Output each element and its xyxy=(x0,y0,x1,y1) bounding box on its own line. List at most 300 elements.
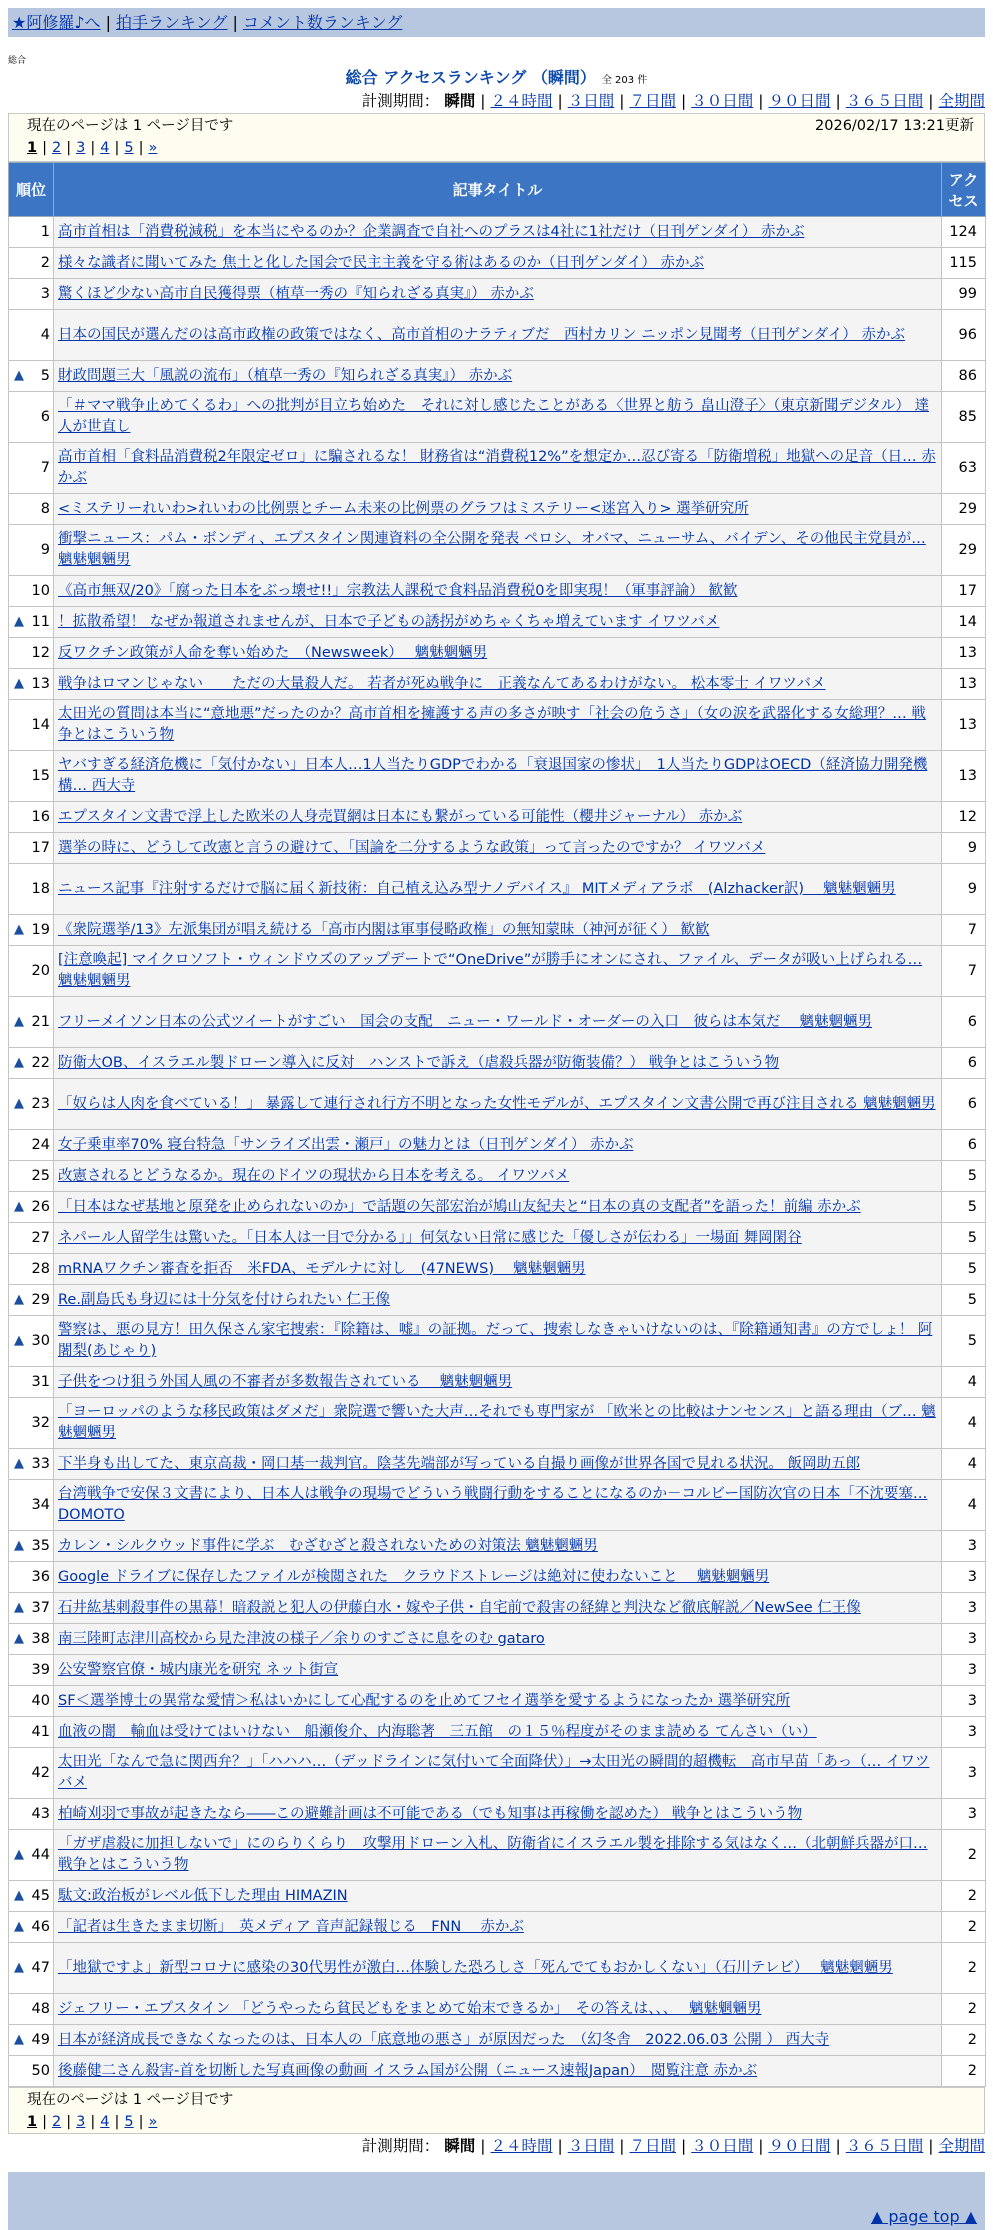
period-link-365d[interactable]: ３６５日間 xyxy=(845,2137,924,2155)
article-title-link[interactable]: 子供をつけ狙う外国人風の不審者が多数報告されている 魑魅魍魎男 xyxy=(58,1373,513,1390)
rank-cell xyxy=(9,2025,54,2056)
pager-link-page[interactable]: 4 xyxy=(100,2114,110,2130)
table-row xyxy=(9,1079,986,1130)
article-title-link[interactable]: 後藤健二さん殺害-首を切断した写真画像の動画 イスラム国が公開（ニュース速報Japan） 閲覧注意 赤かぶ xyxy=(58,2062,758,2079)
rank-number: 16 xyxy=(31,809,50,825)
access-count: 17 xyxy=(942,576,986,607)
access-count: 115 xyxy=(942,248,986,279)
rank-number: 9 xyxy=(40,542,50,558)
title-cell xyxy=(54,1686,942,1717)
access-count: 4 xyxy=(942,1480,986,1531)
access-count: 3 xyxy=(942,1593,986,1624)
rank-up-arrow-icon: ▲ xyxy=(14,1600,24,1615)
table-row xyxy=(9,1624,986,1655)
table-row xyxy=(9,833,986,864)
access-count: 6 xyxy=(942,1079,986,1130)
rank-cell xyxy=(9,802,54,833)
rank-up-arrow-icon: ▲ xyxy=(14,1919,24,1934)
rank-up-arrow-icon: ▲ xyxy=(14,1292,24,1307)
pager-next-link[interactable]: » xyxy=(148,2114,158,2130)
rank-number: 36 xyxy=(31,1569,50,1585)
rank-cell xyxy=(9,1912,54,1943)
title-cell xyxy=(54,1881,942,1912)
updated-timestamp: 2026/02/17 13:21更新 xyxy=(815,118,974,134)
table-row xyxy=(9,1943,986,1994)
rank-number: 7 xyxy=(40,460,50,476)
article-title-link[interactable]: ヤバすぎる経済危機に「気付かない」日本人…1人当たりGDPでわかる「衰退国家の惨状」 1人当たりGDPはOECD（経済協力開発機構… 西大寺 xyxy=(58,757,928,794)
article-title-link[interactable]: エプスタイン文書で浮上した欧米の人身売買網は日本にも繋がっている可能性（櫻井ジャーナル） 赤かぶ xyxy=(58,808,743,825)
rank-up-arrow-icon: ▲ xyxy=(14,1960,24,1975)
rank-number: 11 xyxy=(31,614,50,630)
rank-number: 42 xyxy=(31,1765,50,1781)
title-cell xyxy=(54,1316,942,1367)
rank-cell xyxy=(9,217,54,248)
article-title-link[interactable]: 太田光の質問は本当に“意地悪”だったのか？高市首相を擁護する声の多さが映す「社会の危うさ」（女の涙を武器化する女総理？… 戦争とはこういう物 xyxy=(58,706,926,743)
rank-number: 19 xyxy=(31,922,50,938)
top-nav-bar xyxy=(8,8,985,37)
rank-number: 3 xyxy=(40,286,50,302)
rank-cell xyxy=(9,1449,54,1480)
rank-number: 49 xyxy=(31,2032,50,2048)
rank-number: 45 xyxy=(31,1888,50,1904)
title-cell xyxy=(54,864,942,915)
table-row xyxy=(9,361,986,392)
access-count: 5 xyxy=(942,1223,986,1254)
period-label: 計測期間： xyxy=(361,2137,440,2155)
article-title-link[interactable]: 衝撃ニュース：パム・ボンディ、エプスタイン関連資料の全公開を発表 ペロシ、オバマ、ニューサム、バイデン、その他民主党員が… 魑魅魍魎男 xyxy=(58,531,926,568)
article-title-link[interactable]: 血液の闇 輸血は受けてはいけない 船瀬俊介、内海聡著 三五館 の１５％程度がそのまま読める てんさい（い） xyxy=(58,1723,817,1740)
rank-up-arrow-icon: ▲ xyxy=(14,1014,24,1029)
table-row xyxy=(9,1830,986,1881)
pager-bottom: 現在のページは 1 ページ目です 1 | 2 | 3 | 4 | 5 | » xyxy=(8,2087,985,2134)
rank-cell xyxy=(9,700,54,751)
table-row xyxy=(9,638,986,669)
table-row xyxy=(9,1130,986,1161)
period-link-90d[interactable]: ９０日間 xyxy=(768,2137,831,2155)
rank-up-arrow-icon: ▲ xyxy=(14,1096,24,1111)
title-cell xyxy=(54,217,942,248)
access-count: 4 xyxy=(942,1398,986,1449)
rank-number: 12 xyxy=(31,645,50,661)
nav-asyura-home-link[interactable]: ★阿修羅♪へ xyxy=(12,13,101,32)
pager-link-page[interactable]: 2 xyxy=(51,140,62,156)
table-row xyxy=(9,751,986,802)
table-row xyxy=(9,997,986,1048)
title-cell xyxy=(54,1079,942,1130)
period-link-24h[interactable]: ２４時間 xyxy=(490,2137,553,2155)
rank-number: 14 xyxy=(31,717,50,733)
article-title-link[interactable]: カレン・シルクウッド事件に学ぶ むざむざと殺されないための対策法 魑魅魍魎男 xyxy=(58,1537,598,1554)
article-title-link[interactable]: 「日本はなぜ基地と原発を止められないのか」で話題の矢部宏治が鳩山友紀夫と“日本の真の支配者”を語った！前編 赤かぶ xyxy=(58,1198,861,1215)
rank-cell xyxy=(9,833,54,864)
access-count: 124 xyxy=(942,217,986,248)
access-column-header: アクセス xyxy=(942,163,986,217)
table-row xyxy=(9,1480,986,1531)
rank-column-header: 順位 xyxy=(9,163,54,217)
rank-number: 35 xyxy=(31,1538,50,1554)
rank-number: 41 xyxy=(31,1724,50,1740)
table-row xyxy=(9,802,986,833)
table-row xyxy=(9,310,986,361)
table-row xyxy=(9,1593,986,1624)
access-count: 2 xyxy=(942,2056,986,2087)
article-title-link[interactable]: ジェフリー・エプスタイン 「どうやったら貧民どもをまとめて始末できるか」 その答えは、、、 魑魅魍魎男 xyxy=(58,2000,762,2017)
rank-number: 37 xyxy=(31,1600,50,1616)
article-title-link[interactable]: 高市首相は「消費税減税」を本当にやるのか？企業調査で自社へのプラスは4社に1社だけ（日刊ゲンダイ） 赤かぶ xyxy=(58,223,805,240)
title-cell xyxy=(54,638,942,669)
rank-cell xyxy=(9,1480,54,1531)
rank-cell xyxy=(9,1624,54,1655)
rank-cell xyxy=(9,1994,54,2025)
title-cell xyxy=(54,1254,942,1285)
rank-cell xyxy=(9,1130,54,1161)
page-title: 総合 アクセスランキング （瞬間） xyxy=(345,68,596,87)
title-cell xyxy=(54,997,942,1048)
article-title-link[interactable]: 《衆院選挙/13》左派集団が唱え続ける「高市内閣は軍事侵略政権」の無知蒙昧（神河が征く） 歓歓 xyxy=(58,921,710,938)
rank-number: 15 xyxy=(31,768,50,784)
rank-cell xyxy=(9,1161,54,1192)
access-count: 3 xyxy=(942,1748,986,1799)
access-count: 7 xyxy=(942,946,986,997)
table-row xyxy=(9,1048,986,1079)
access-count: 29 xyxy=(942,525,986,576)
title-cell xyxy=(54,1449,942,1480)
title-cell xyxy=(54,279,942,310)
title-cell xyxy=(54,915,942,946)
article-title-link[interactable]: 女子乗車率70% 寝台特急「サンライズ出雲・瀬戸」の魅力とは（日刊ゲンダイ） 赤かぶ xyxy=(58,1136,634,1153)
table-row xyxy=(9,1655,986,1686)
title-cell xyxy=(54,1398,942,1449)
rank-up-arrow-icon: ▲ xyxy=(14,922,24,937)
access-count: 63 xyxy=(942,443,986,494)
rank-number: 22 xyxy=(31,1055,50,1071)
pager-link-page[interactable]: 4 xyxy=(100,140,110,156)
title-cell xyxy=(54,443,942,494)
table-row xyxy=(9,2025,986,2056)
rank-cell xyxy=(9,576,54,607)
article-title-link[interactable]: 「ヨーロッパのような移民政策はダメだ」衆院選で響いた大声…それでも専門家が 「欧米との比較はナンセンス」と語る理由（ブ… 魑魅魍魎男 xyxy=(58,1404,936,1441)
rank-cell xyxy=(9,864,54,915)
rank-cell xyxy=(9,638,54,669)
article-title-link[interactable]: 高市首相「食料品消費税2年限定ゼロ」に騙されるな！ 財務省は“消費税12%”を想定か…忍び寄る「防衛増税」地獄への足音（日… 赤かぶ xyxy=(58,449,936,486)
access-count: 9 xyxy=(942,864,986,915)
table-row xyxy=(9,700,986,751)
article-title-link[interactable]: 「奴らは人肉を食べている！」 暴露して連行され行方不明となった女性モデルが、エプスタイン文書公開で再び注目される 魑魅魍魎男 xyxy=(58,1095,936,1112)
period-label: 計測期間： xyxy=(361,92,440,110)
rank-up-arrow-icon: ▲ xyxy=(14,368,24,383)
rank-cell xyxy=(9,1079,54,1130)
rank-number: 33 xyxy=(31,1456,50,1472)
title-cell xyxy=(54,1130,942,1161)
table-row xyxy=(9,1367,986,1398)
article-title-link[interactable]: ！拡散希望！ なぜか報道されませんが、日本で子どもの誘拐がめちゃくちゃ増えています イワツバメ xyxy=(58,613,720,630)
rank-cell xyxy=(9,392,54,443)
rank-cell xyxy=(9,607,54,638)
article-title-link[interactable]: 下半身も出してた、東京高裁・岡口基一裁判官。陰茎先端部が写っている自撮り画像が世界各国で見れる状況。 飯岡助五郎 xyxy=(58,1455,861,1472)
table-row xyxy=(9,1531,986,1562)
access-count: 2 xyxy=(942,1830,986,1881)
pager-link-page[interactable]: 2 xyxy=(51,2114,62,2130)
rank-cell xyxy=(9,751,54,802)
access-count: 3 xyxy=(942,1717,986,1748)
pager-link-page[interactable]: 3 xyxy=(76,140,86,156)
nav-separator: | xyxy=(232,13,238,32)
title-cell xyxy=(54,1480,942,1531)
rank-cell xyxy=(9,494,54,525)
title-cell xyxy=(54,310,942,361)
access-count: 3 xyxy=(942,1624,986,1655)
category-label: 総合 xyxy=(8,56,27,66)
rank-number: 43 xyxy=(31,1806,50,1822)
pager-current-page: 1 xyxy=(27,140,38,156)
nav-applause-ranking-link[interactable]: 拍手ランキング xyxy=(115,13,228,32)
article-title-link[interactable]: Google ドライブに保存したファイルが検閲された クラウドストレージは絶対に使わないこと 魑魅魍魎男 xyxy=(58,1568,770,1585)
title-cell xyxy=(54,494,942,525)
rank-number: 2 xyxy=(40,255,50,271)
nav-comment-ranking-link[interactable]: コメント数ランキング xyxy=(242,13,403,32)
rank-cell xyxy=(9,1048,54,1079)
rank-number: 6 xyxy=(40,409,50,425)
article-title-link[interactable]: mRNAワクチン審査を拒否 米FDA、モデルナに対し (47NEWS) 魑魅魍魎男 xyxy=(58,1260,586,1277)
article-title-link[interactable]: 「記者は生きたまま切断」 英メディア 音声記録報じる FNN 赤かぶ xyxy=(58,1918,524,1935)
article-title-link[interactable]: [注意喚起] マイクロソフト・ウィンドウズのアップデートで“OneDrive”が勝手にオンにされ、ファイル、データが吸い上げられる… 魑魅魍魎男 xyxy=(58,952,923,989)
article-title-link[interactable]: Re.副島氏も身辺には十分気を付けられたい 仁王像 xyxy=(58,1291,391,1308)
rank-up-arrow-icon: ▲ xyxy=(14,1538,24,1553)
title-cell xyxy=(54,1994,942,2025)
access-count: 3 xyxy=(942,1799,986,1830)
table-row xyxy=(9,1686,986,1717)
rank-number: 40 xyxy=(31,1693,50,1709)
article-title-link[interactable]: 《高市無双/20》「腐った日本をぶっ壊せ!!」宗教法人課税で食料品消費税0を即実現！（軍事評論） 歓歓 xyxy=(58,582,738,599)
rank-number: 26 xyxy=(31,1199,50,1215)
table-row xyxy=(9,1912,986,1943)
table-row xyxy=(9,1254,986,1285)
rank-cell xyxy=(9,1254,54,1285)
access-count: 2 xyxy=(942,1881,986,1912)
rank-number: 17 xyxy=(31,840,50,856)
rank-number: 13 xyxy=(31,676,50,692)
rank-number: 10 xyxy=(31,583,50,599)
rank-cell xyxy=(9,525,54,576)
article-title-link[interactable]: ニュース記事『注射するだけで脳に届く新技術：自己植え込み型ナノデバイス』 MITメディアラボ (Alzhacker訳) 魑魅魍魎男 xyxy=(58,880,896,897)
period-link-7d[interactable]: ７日間 xyxy=(629,92,676,110)
article-title-link[interactable]: 警察は、悪の見方！田久保さん家宅捜索：『除籍は、嘘』の証拠。だって、捜索しなきゃいけないのは、『除籍通知書』の方でしょ！ 阿闍梨(あじゃり) xyxy=(58,1322,933,1359)
rank-cell xyxy=(9,310,54,361)
rank-number: 30 xyxy=(31,1333,50,1349)
article-title-link[interactable]: SF＜選挙博士の異常な愛情＞私はいかにして心配するのを止めてフセイ選挙を愛するようになったか 選挙研究所 xyxy=(58,1692,791,1709)
access-count: 13 xyxy=(942,669,986,700)
article-title-link[interactable]: 「ガザ虐殺に加担しないで」にのらりくらり 攻撃用ドローン入札、防衛省にイスラエル製を排除する気はなく…（北朝鮮兵器が口… 戦争とはこういう物 xyxy=(58,1836,928,1873)
article-title-link[interactable]: <ミステリーれいわ>れいわの比例票とチーム未来の比例票のグラフはミステリー<迷宮入り> 選挙研究所 xyxy=(58,500,749,517)
access-count: 86 xyxy=(942,361,986,392)
table-row xyxy=(9,1223,986,1254)
table-row xyxy=(9,392,986,443)
rank-cell xyxy=(9,1367,54,1398)
article-title-link[interactable]: 改憲されるとどうなるか。現在のドイツの現状から日本を考える。 イワツバメ xyxy=(58,1167,570,1184)
rank-up-arrow-icon: ▲ xyxy=(14,1631,24,1646)
rank-number: 25 xyxy=(31,1168,50,1184)
title-cell xyxy=(54,2056,942,2087)
table-row xyxy=(9,1994,986,2025)
table-row xyxy=(9,525,986,576)
title-cell xyxy=(54,802,942,833)
rank-cell xyxy=(9,1285,54,1316)
title-cell xyxy=(54,1912,942,1943)
period-link-all[interactable]: 全期間 xyxy=(938,2137,985,2155)
rank-number: 50 xyxy=(31,2063,50,2079)
rank-number: 38 xyxy=(31,1631,50,1647)
article-title-link[interactable]: ネパール人留学生は驚いた。「日本人は一目で分かる」」何気ない日常に感じた「優しさが伝わる」一場面 舞岡閑谷 xyxy=(58,1229,802,1246)
table-row xyxy=(9,915,986,946)
article-title-link[interactable]: 驚くほど少ない高市自民獲得票（植草一秀の『知られざる真実』） 赤かぶ xyxy=(58,285,534,302)
rank-cell xyxy=(9,669,54,700)
period-link-90d[interactable]: ９０日間 xyxy=(768,92,831,110)
page-top-link[interactable]: ▲ page top ▲ xyxy=(870,2207,977,2226)
article-title-link[interactable]: 柏崎刈羽で事故が起きたなら――この避難計画は不可能である（でも知事は再稼働を認めた） 戦争とはこういう物 xyxy=(58,1805,803,1822)
current-page-text: 現在のページは 1 ページ目です xyxy=(27,118,234,134)
title-cell xyxy=(54,248,942,279)
title-cell xyxy=(54,946,942,997)
table-row xyxy=(9,2056,986,2087)
table-row xyxy=(9,1449,986,1480)
title-column-header: 記事タイトル xyxy=(54,163,942,217)
nav-separator: | xyxy=(105,13,111,32)
period-link-3d[interactable]: ３日間 xyxy=(567,92,615,110)
table-row xyxy=(9,669,986,700)
title-cell xyxy=(54,1223,942,1254)
access-count: 7 xyxy=(942,915,986,946)
title-cell xyxy=(54,576,942,607)
rank-up-arrow-icon: ▲ xyxy=(14,2032,24,2047)
access-count: 13 xyxy=(942,638,986,669)
access-count: 2 xyxy=(942,1912,986,1943)
period-link-30d[interactable]: ３０日間 xyxy=(691,92,754,110)
pager-current-page: 1 xyxy=(27,2114,38,2130)
access-count: 5 xyxy=(942,1316,986,1367)
period-current: 瞬間 xyxy=(444,92,476,110)
article-title-link[interactable]: 日本の国民が選んだのは高市政権の政策ではなく、高市首相のナラティブだ 西村カリン ニッポン見聞考（日刊ゲンダイ） 赤かぶ xyxy=(58,326,906,343)
rank-number: 47 xyxy=(31,1960,50,1976)
rank-cell xyxy=(9,1830,54,1881)
rank-cell xyxy=(9,1223,54,1254)
period-link-all[interactable]: 全期間 xyxy=(938,92,985,110)
rank-number: 1 xyxy=(40,224,50,240)
title-cell xyxy=(54,1192,942,1223)
table-row xyxy=(9,946,986,997)
article-title-link[interactable]: 「地獄ですよ」新型コロナに感染の30代男性が激白…体験した恐ろしさ「死んでてもおかしくない」（石川テレビ） 魑魅魍魎男 xyxy=(58,1959,893,1976)
access-count: 3 xyxy=(942,1686,986,1717)
title-cell xyxy=(54,525,942,576)
table-row xyxy=(9,1398,986,1449)
title-cell xyxy=(54,1799,942,1830)
article-title-link[interactable]: 財政問題三大「風説の流布」（植草一秀の『知られざる真実』） 赤かぶ xyxy=(58,367,513,384)
pager-next-link[interactable]: » xyxy=(148,140,158,156)
period-link-7d[interactable]: ７日間 xyxy=(629,2137,676,2155)
title-cell xyxy=(54,607,942,638)
article-title-link[interactable]: 駄文:政治板がレベル低下した理由 HIMAZIN xyxy=(58,1887,348,1904)
table-row xyxy=(9,1562,986,1593)
title-cell xyxy=(54,751,942,802)
article-title-link[interactable]: 台湾戦争で安保３文書により、日本人は戦争の現場でどういう戦闘行動をすることになるのか－コルビー国防次官の日本「不沈要塞… DOMOTO xyxy=(58,1486,928,1523)
rank-up-arrow-icon: ▲ xyxy=(14,1456,24,1471)
pager-link-page[interactable]: 5 xyxy=(124,2114,134,2130)
article-title-link[interactable]: 反ワクチン政策が人命を奪い始めた （Newsweek） 魑魅魍魎男 xyxy=(58,644,488,661)
table-row xyxy=(9,248,986,279)
title-cell xyxy=(54,1285,942,1316)
rank-cell xyxy=(9,946,54,997)
article-title-link[interactable]: 戦争はロマンじゃない ただの大量殺人だ。 若者が死ぬ戦争に 正義なんてあるわけがない。 松本零士 イワツバメ xyxy=(58,675,826,692)
period-selector: 計測期間： 瞬間 | ２４時間 | ３日間 | ７日間 | ３０日間 | ９０日間 | ３６５日間 | 全期間 xyxy=(361,92,985,110)
article-title-link[interactable]: 公安警察官僚・城内康光を研究 ネット街宣 xyxy=(58,1661,339,1678)
rank-number: 48 xyxy=(31,2001,50,2017)
footer-bar xyxy=(8,2172,985,2230)
page-heading xyxy=(0,67,993,89)
rank-cell xyxy=(9,1717,54,1748)
period-link-365d[interactable]: ３６５日間 xyxy=(845,92,924,110)
title-cell xyxy=(54,1655,942,1686)
article-title-link[interactable]: 防衛大OB、イスラエル製ドローン導入に反対 ハンストで訴え（虐殺兵器が防衛装備？） 戦争とはこういう物 xyxy=(58,1054,780,1071)
table-row xyxy=(9,1881,986,1912)
article-title-link[interactable]: フリーメイソン日本の公式ツイートがすごい 国会の支配 ニュー・ワールド・オーダーの入口 彼らは本気だ 魑魅魍魎男 xyxy=(58,1013,872,1030)
title-cell xyxy=(54,1161,942,1192)
rank-number: 4 xyxy=(40,327,50,343)
rank-number: 31 xyxy=(31,1374,50,1390)
rank-cell xyxy=(9,279,54,310)
access-count: 2 xyxy=(942,1994,986,2025)
title-cell xyxy=(54,2025,942,2056)
ranking-table xyxy=(8,162,986,2087)
rank-cell xyxy=(9,1316,54,1367)
article-title-link[interactable]: 「＃ママ戦争止めてくるわ」への批判が目立ち始めた それに対し感じたことがある〈世界と舫う 畠山澄子〉（東京新聞デジタル） 達人が世直し xyxy=(58,398,930,435)
period-link-3d[interactable]: ３日間 xyxy=(567,2137,615,2155)
access-count: 3 xyxy=(942,1562,986,1593)
access-count: 9 xyxy=(942,833,986,864)
article-title-link[interactable]: 石井紘基刺殺事件の黒幕！暗殺説と犯人の伊藤白水・嫁や子供・自宅前で殺害の経緯と判決など徹底解説／NewSee 仁王像 xyxy=(58,1599,861,1616)
access-count: 13 xyxy=(942,700,986,751)
pager-link-page[interactable]: 5 xyxy=(124,140,134,156)
table-row xyxy=(9,1192,986,1223)
title-cell xyxy=(54,1593,942,1624)
rank-number: 28 xyxy=(31,1261,50,1277)
article-title-link[interactable]: 選挙の時に、どうして改憲と言うの避けて、「国論を二分するような政策」って言ったのですか？ イワツバメ xyxy=(58,839,766,856)
table-row xyxy=(9,1717,986,1748)
rank-cell xyxy=(9,997,54,1048)
title-cell xyxy=(54,1367,942,1398)
access-count: 96 xyxy=(942,310,986,361)
pager-link-page[interactable]: 3 xyxy=(76,2114,86,2130)
rank-cell xyxy=(9,1881,54,1912)
rank-number: 23 xyxy=(31,1096,50,1112)
rank-up-arrow-icon: ▲ xyxy=(14,676,24,691)
article-title-link[interactable]: 日本が経済成長できなくなったのは、日本人の「底意地の悪さ」が原因だった （幻冬舎 2022.06.03 公開 ） 西大寺 xyxy=(58,2031,830,2048)
table-row xyxy=(9,1748,986,1799)
rank-cell xyxy=(9,1655,54,1686)
article-title-link[interactable]: 様々な識者に聞いてみた 焦土と化した国会で民主主義を守る術はあるのか（日刊ゲンダイ） 赤かぶ xyxy=(58,254,705,271)
rank-cell xyxy=(9,1398,54,1449)
rank-cell xyxy=(9,1686,54,1717)
article-title-link[interactable]: 南三陸町志津川高校から見た津波の様子／余りのすごさに息をのむ gataro xyxy=(58,1630,545,1647)
rank-cell xyxy=(9,1192,54,1223)
title-cell xyxy=(54,1562,942,1593)
title-cell xyxy=(54,1531,942,1562)
table-row xyxy=(9,576,986,607)
period-link-30d[interactable]: ３０日間 xyxy=(691,2137,754,2155)
rank-number: 34 xyxy=(31,1497,50,1513)
period-link-24h[interactable]: ２４時間 xyxy=(490,92,553,110)
rank-number: 21 xyxy=(31,1014,50,1030)
rank-up-arrow-icon: ▲ xyxy=(14,1199,24,1214)
article-title-link[interactable]: 太田光「なんで急に関西弁？」「ハハハ…（デッドラインに気付いて全面降伏）」→太田光の瞬間的超機転 高市早苗「あっ（… イワツバメ xyxy=(58,1754,930,1791)
